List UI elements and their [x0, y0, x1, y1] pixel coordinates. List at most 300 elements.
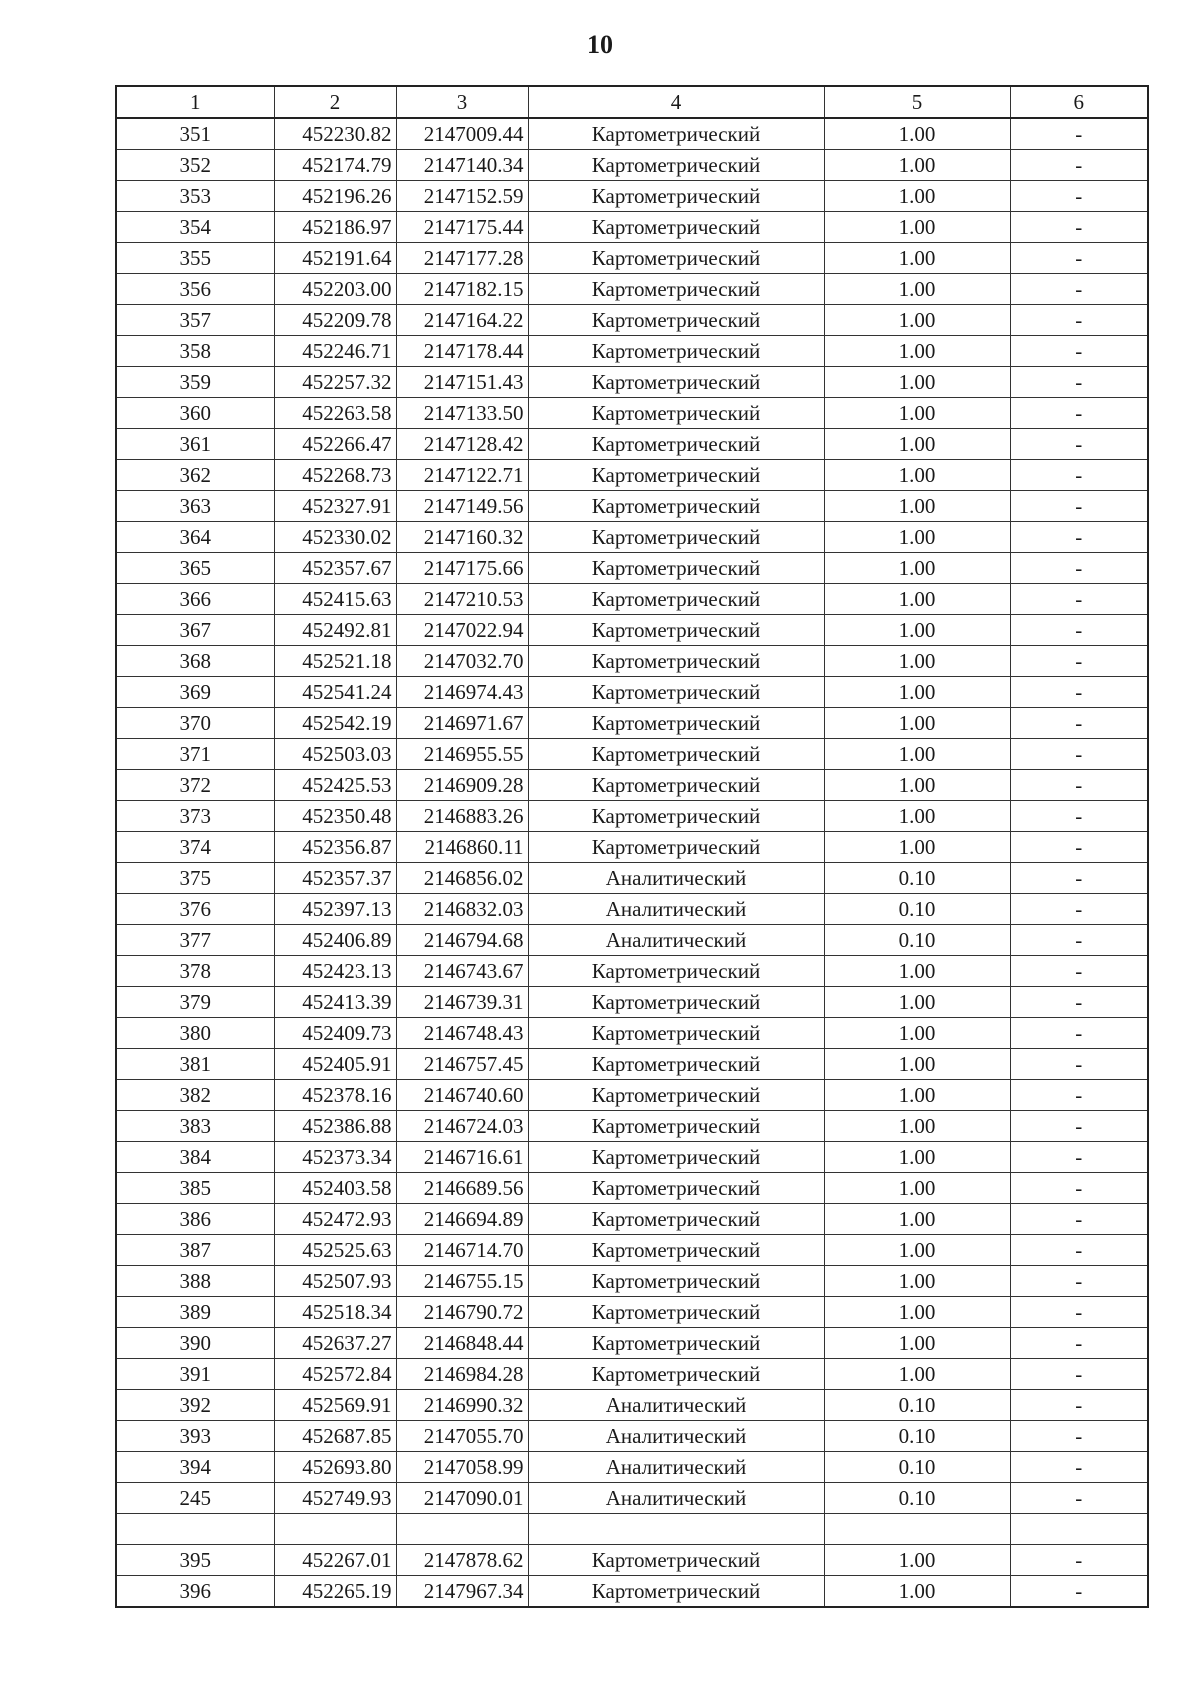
x-coordinate-cell: 452413.39 — [274, 987, 396, 1018]
point-number-cell: 379 — [116, 987, 274, 1018]
y-coordinate-cell: 2147175.66 — [396, 553, 528, 584]
note-cell: - — [1010, 1390, 1148, 1421]
note-cell: - — [1010, 894, 1148, 925]
x-coordinate-cell: 452749.93 — [274, 1483, 396, 1514]
note-cell: - — [1010, 1545, 1148, 1576]
note-cell: - — [1010, 367, 1148, 398]
method-cell: Аналитический — [528, 925, 824, 956]
y-coordinate-cell: 2147032.70 — [396, 646, 528, 677]
accuracy-cell: 1.00 — [824, 1235, 1010, 1266]
accuracy-cell: 1.00 — [824, 150, 1010, 181]
method-cell: Картометрический — [528, 460, 824, 491]
y-coordinate-cell: 2147178.44 — [396, 336, 528, 367]
y-coordinate-cell: 2146832.03 — [396, 894, 528, 925]
y-coordinate-cell: 2146955.55 — [396, 739, 528, 770]
note-cell: - — [1010, 305, 1148, 336]
accuracy-cell: 1.00 — [824, 243, 1010, 274]
column-header-4: 4 — [528, 86, 824, 118]
x-coordinate-cell: 452265.19 — [274, 1576, 396, 1608]
table-row — [116, 429, 1148, 460]
point-number-cell: 378 — [116, 956, 274, 987]
table-row — [116, 956, 1148, 987]
note-cell: - — [1010, 925, 1148, 956]
note-cell: - — [1010, 1421, 1148, 1452]
accuracy-cell: 1.00 — [824, 522, 1010, 553]
note-cell: - — [1010, 708, 1148, 739]
table-row — [116, 584, 1148, 615]
method-cell — [528, 1514, 824, 1545]
x-coordinate-cell: 452386.88 — [274, 1111, 396, 1142]
x-coordinate-cell: 452186.97 — [274, 212, 396, 243]
point-number-cell: 371 — [116, 739, 274, 770]
point-number-cell: 382 — [116, 1080, 274, 1111]
point-number-cell: 381 — [116, 1049, 274, 1080]
coordinates-table — [115, 85, 1149, 1608]
method-cell: Картометрический — [528, 367, 824, 398]
y-coordinate-cell: 2147210.53 — [396, 584, 528, 615]
table-row — [116, 1390, 1148, 1421]
method-cell: Картометрический — [528, 739, 824, 770]
accuracy-cell: 1.00 — [824, 1173, 1010, 1204]
note-cell: - — [1010, 553, 1148, 584]
table-row — [116, 367, 1148, 398]
y-coordinate-cell: 2146740.60 — [396, 1080, 528, 1111]
table-row — [116, 894, 1148, 925]
note-cell: - — [1010, 1142, 1148, 1173]
point-number-cell: 389 — [116, 1297, 274, 1328]
y-coordinate-cell: 2146974.43 — [396, 677, 528, 708]
y-coordinate-cell: 2147140.34 — [396, 150, 528, 181]
accuracy-cell: 1.00 — [824, 956, 1010, 987]
point-number-cell: 374 — [116, 832, 274, 863]
page-number: 10 — [587, 30, 613, 59]
note-cell: - — [1010, 336, 1148, 367]
y-coordinate-cell: 2147055.70 — [396, 1421, 528, 1452]
accuracy-cell: 1.00 — [824, 1328, 1010, 1359]
accuracy-cell: 1.00 — [824, 398, 1010, 429]
method-cell: Картометрический — [528, 615, 824, 646]
table-row — [116, 1421, 1148, 1452]
table-row — [116, 925, 1148, 956]
accuracy-cell: 1.00 — [824, 491, 1010, 522]
note-cell: - — [1010, 863, 1148, 894]
point-number-cell: 353 — [116, 181, 274, 212]
method-cell: Картометрический — [528, 429, 824, 460]
x-coordinate-cell: 452472.93 — [274, 1204, 396, 1235]
method-cell: Аналитический — [528, 894, 824, 925]
note-cell: - — [1010, 1576, 1148, 1608]
x-coordinate-cell: 452518.34 — [274, 1297, 396, 1328]
column-header-1: 1 — [116, 86, 274, 118]
point-number-cell: 368 — [116, 646, 274, 677]
method-cell: Картометрический — [528, 398, 824, 429]
point-number-cell: 356 — [116, 274, 274, 305]
x-coordinate-cell: 452246.71 — [274, 336, 396, 367]
point-number-cell: 352 — [116, 150, 274, 181]
method-cell: Картометрический — [528, 1545, 824, 1576]
method-cell: Картометрический — [528, 1328, 824, 1359]
table-row — [116, 987, 1148, 1018]
y-coordinate-cell: 2147151.43 — [396, 367, 528, 398]
y-coordinate-cell: 2147090.01 — [396, 1483, 528, 1514]
y-coordinate-cell: 2146883.26 — [396, 801, 528, 832]
accuracy-cell: 0.10 — [824, 1483, 1010, 1514]
point-number-cell: 377 — [116, 925, 274, 956]
method-cell: Аналитический — [528, 1483, 824, 1514]
y-coordinate-cell: 2146743.67 — [396, 956, 528, 987]
method-cell: Картометрический — [528, 212, 824, 243]
x-coordinate-cell: 452356.87 — [274, 832, 396, 863]
table-row — [116, 1328, 1148, 1359]
accuracy-cell: 1.00 — [824, 584, 1010, 615]
method-cell: Картометрический — [528, 677, 824, 708]
table-row — [116, 1235, 1148, 1266]
accuracy-cell: 1.00 — [824, 367, 1010, 398]
method-cell: Картометрический — [528, 150, 824, 181]
x-coordinate-cell: 452373.34 — [274, 1142, 396, 1173]
table-row — [116, 863, 1148, 894]
y-coordinate-cell: 2147967.34 — [396, 1576, 528, 1608]
x-coordinate-cell: 452572.84 — [274, 1359, 396, 1390]
x-coordinate-cell: 452687.85 — [274, 1421, 396, 1452]
method-cell: Картометрический — [528, 584, 824, 615]
method-cell: Картометрический — [528, 956, 824, 987]
accuracy-cell: 0.10 — [824, 1452, 1010, 1483]
y-coordinate-cell: 2146755.15 — [396, 1266, 528, 1297]
note-cell: - — [1010, 584, 1148, 615]
y-coordinate-cell: 2147133.50 — [396, 398, 528, 429]
method-cell: Картометрический — [528, 1018, 824, 1049]
x-coordinate-cell: 452357.37 — [274, 863, 396, 894]
x-coordinate-cell: 452174.79 — [274, 150, 396, 181]
note-cell: - — [1010, 770, 1148, 801]
x-coordinate-cell: 452357.67 — [274, 553, 396, 584]
accuracy-cell: 1.00 — [824, 1080, 1010, 1111]
table-row — [116, 801, 1148, 832]
point-number-cell: 361 — [116, 429, 274, 460]
y-coordinate-cell: 2146856.02 — [396, 863, 528, 894]
note-cell: - — [1010, 212, 1148, 243]
point-number-cell: 360 — [116, 398, 274, 429]
table-row — [116, 1049, 1148, 1080]
y-coordinate-cell: 2146990.32 — [396, 1390, 528, 1421]
point-number-cell: 357 — [116, 305, 274, 336]
table-row — [116, 1297, 1148, 1328]
method-cell: Картометрический — [528, 646, 824, 677]
y-coordinate-cell: 2147182.15 — [396, 274, 528, 305]
accuracy-cell: 1.00 — [824, 429, 1010, 460]
note-cell: - — [1010, 1359, 1148, 1390]
point-number-cell: 363 — [116, 491, 274, 522]
accuracy-cell: 1.00 — [824, 1297, 1010, 1328]
y-coordinate-cell: 2146694.89 — [396, 1204, 528, 1235]
method-cell: Картометрический — [528, 1049, 824, 1080]
table-row — [116, 1514, 1148, 1545]
accuracy-cell: 1.00 — [824, 801, 1010, 832]
note-cell: - — [1010, 1204, 1148, 1235]
x-coordinate-cell: 452503.03 — [274, 739, 396, 770]
y-coordinate-cell: 2146716.61 — [396, 1142, 528, 1173]
point-number-cell: 355 — [116, 243, 274, 274]
table-row — [116, 1452, 1148, 1483]
accuracy-cell: 0.10 — [824, 863, 1010, 894]
x-coordinate-cell: 452327.91 — [274, 491, 396, 522]
note-cell: - — [1010, 1173, 1148, 1204]
method-cell: Картометрический — [528, 118, 824, 150]
table-row — [116, 212, 1148, 243]
note-cell: - — [1010, 491, 1148, 522]
point-number-cell: 351 — [116, 118, 274, 150]
table-row — [116, 1359, 1148, 1390]
point-number-cell: 380 — [116, 1018, 274, 1049]
x-coordinate-cell: 452409.73 — [274, 1018, 396, 1049]
table-row — [116, 1173, 1148, 1204]
point-number-cell: 393 — [116, 1421, 274, 1452]
table-row — [116, 460, 1148, 491]
point-number-cell: 358 — [116, 336, 274, 367]
table-row — [116, 118, 1148, 150]
note-cell: - — [1010, 181, 1148, 212]
note-cell: - — [1010, 150, 1148, 181]
note-cell: - — [1010, 677, 1148, 708]
x-coordinate-cell: 452415.63 — [274, 584, 396, 615]
table-row — [116, 1204, 1148, 1235]
note-cell: - — [1010, 832, 1148, 863]
point-number-cell: 365 — [116, 553, 274, 584]
method-cell: Картометрический — [528, 1142, 824, 1173]
note-cell: - — [1010, 274, 1148, 305]
method-cell: Картометрический — [528, 1266, 824, 1297]
note-cell: - — [1010, 1080, 1148, 1111]
y-coordinate-cell: 2146971.67 — [396, 708, 528, 739]
x-coordinate-cell: 452425.53 — [274, 770, 396, 801]
x-coordinate-cell: 452263.58 — [274, 398, 396, 429]
y-coordinate-cell: 2146860.11 — [396, 832, 528, 863]
table-row — [116, 1111, 1148, 1142]
method-cell: Картометрический — [528, 1080, 824, 1111]
y-coordinate-cell: 2146739.31 — [396, 987, 528, 1018]
x-coordinate-cell: 452569.91 — [274, 1390, 396, 1421]
x-coordinate-cell: 452521.18 — [274, 646, 396, 677]
method-cell: Картометрический — [528, 336, 824, 367]
table-body — [116, 118, 1148, 1607]
accuracy-cell: 1.00 — [824, 1111, 1010, 1142]
y-coordinate-cell: 2146909.28 — [396, 770, 528, 801]
accuracy-cell: 1.00 — [824, 646, 1010, 677]
method-cell: Картометрический — [528, 1576, 824, 1608]
point-number-cell: 390 — [116, 1328, 274, 1359]
y-coordinate-cell: 2147878.62 — [396, 1545, 528, 1576]
note-cell: - — [1010, 646, 1148, 677]
note-cell: - — [1010, 1235, 1148, 1266]
table-row — [116, 491, 1148, 522]
x-coordinate-cell: 452230.82 — [274, 118, 396, 150]
method-cell: Аналитический — [528, 1421, 824, 1452]
x-coordinate-cell: 452209.78 — [274, 305, 396, 336]
method-cell: Картометрический — [528, 1173, 824, 1204]
point-number-cell: 396 — [116, 1576, 274, 1608]
table-row — [116, 305, 1148, 336]
x-coordinate-cell: 452266.47 — [274, 429, 396, 460]
y-coordinate-cell: 2147122.71 — [396, 460, 528, 491]
column-header-2: 2 — [274, 86, 396, 118]
note-cell: - — [1010, 243, 1148, 274]
accuracy-cell: 1.00 — [824, 1359, 1010, 1390]
method-cell: Картометрический — [528, 708, 824, 739]
x-coordinate-cell: 452507.93 — [274, 1266, 396, 1297]
table-row — [116, 181, 1148, 212]
method-cell: Аналитический — [528, 1452, 824, 1483]
x-coordinate-cell: 452330.02 — [274, 522, 396, 553]
note-cell: - — [1010, 398, 1148, 429]
note-cell: - — [1010, 1452, 1148, 1483]
column-header-6: 6 — [1010, 86, 1148, 118]
y-coordinate-cell: 2146714.70 — [396, 1235, 528, 1266]
x-coordinate-cell: 452542.19 — [274, 708, 396, 739]
note-cell: - — [1010, 460, 1148, 491]
point-number-cell: 386 — [116, 1204, 274, 1235]
note-cell: - — [1010, 987, 1148, 1018]
y-coordinate-cell: 2147152.59 — [396, 181, 528, 212]
x-coordinate-cell: 452196.26 — [274, 181, 396, 212]
point-number-cell: 391 — [116, 1359, 274, 1390]
accuracy-cell — [824, 1514, 1010, 1545]
table-row — [116, 1080, 1148, 1111]
column-header-5: 5 — [824, 86, 1010, 118]
accuracy-cell: 1.00 — [824, 460, 1010, 491]
accuracy-cell: 0.10 — [824, 1390, 1010, 1421]
point-number-cell: 388 — [116, 1266, 274, 1297]
x-coordinate-cell: 452378.16 — [274, 1080, 396, 1111]
point-number-cell: 369 — [116, 677, 274, 708]
table-row — [116, 150, 1148, 181]
y-coordinate-cell: 2146790.72 — [396, 1297, 528, 1328]
method-cell: Картометрический — [528, 832, 824, 863]
note-cell: - — [1010, 1018, 1148, 1049]
accuracy-cell: 1.00 — [824, 770, 1010, 801]
table-row — [116, 615, 1148, 646]
point-number-cell: 245 — [116, 1483, 274, 1514]
y-coordinate-cell: 2146757.45 — [396, 1049, 528, 1080]
accuracy-cell: 1.00 — [824, 118, 1010, 150]
table-row — [116, 739, 1148, 770]
point-number-cell: 385 — [116, 1173, 274, 1204]
point-number-cell: 359 — [116, 367, 274, 398]
table-row — [116, 1018, 1148, 1049]
point-number-cell: 375 — [116, 863, 274, 894]
note-cell: - — [1010, 1266, 1148, 1297]
note-cell: - — [1010, 739, 1148, 770]
y-coordinate-cell: 2147175.44 — [396, 212, 528, 243]
x-coordinate-cell: 452397.13 — [274, 894, 396, 925]
y-coordinate-cell: 2146794.68 — [396, 925, 528, 956]
method-cell: Картометрический — [528, 1359, 824, 1390]
point-number-cell — [116, 1514, 274, 1545]
note-cell: - — [1010, 1049, 1148, 1080]
y-coordinate-cell: 2147149.56 — [396, 491, 528, 522]
accuracy-cell: 1.00 — [824, 212, 1010, 243]
method-cell: Картометрический — [528, 1204, 824, 1235]
x-coordinate-cell: 452406.89 — [274, 925, 396, 956]
point-number-cell: 383 — [116, 1111, 274, 1142]
y-coordinate-cell: 2146724.03 — [396, 1111, 528, 1142]
table-row — [116, 646, 1148, 677]
x-coordinate-cell: 452267.01 — [274, 1545, 396, 1576]
y-coordinate-cell: 2147164.22 — [396, 305, 528, 336]
accuracy-cell: 1.00 — [824, 1049, 1010, 1080]
accuracy-cell: 1.00 — [824, 274, 1010, 305]
accuracy-cell: 0.10 — [824, 1421, 1010, 1452]
table-row — [116, 243, 1148, 274]
y-coordinate-cell: 2147058.99 — [396, 1452, 528, 1483]
table-row — [116, 1483, 1148, 1514]
column-header-3: 3 — [396, 86, 528, 118]
accuracy-cell: 0.10 — [824, 894, 1010, 925]
accuracy-cell: 1.00 — [824, 677, 1010, 708]
accuracy-cell: 1.00 — [824, 1576, 1010, 1608]
y-coordinate-cell: 2147160.32 — [396, 522, 528, 553]
method-cell: Аналитический — [528, 863, 824, 894]
table-row — [116, 1142, 1148, 1173]
x-coordinate-cell: 452693.80 — [274, 1452, 396, 1483]
note-cell: - — [1010, 615, 1148, 646]
x-coordinate-cell: 452423.13 — [274, 956, 396, 987]
point-number-cell: 372 — [116, 770, 274, 801]
accuracy-cell: 1.00 — [824, 1545, 1010, 1576]
method-cell: Картометрический — [528, 181, 824, 212]
method-cell: Картометрический — [528, 801, 824, 832]
point-number-cell: 384 — [116, 1142, 274, 1173]
accuracy-cell: 1.00 — [824, 739, 1010, 770]
point-number-cell: 392 — [116, 1390, 274, 1421]
accuracy-cell: 1.00 — [824, 1018, 1010, 1049]
table-row — [116, 1545, 1148, 1576]
method-cell: Картометрический — [528, 274, 824, 305]
y-coordinate-cell: 2147128.42 — [396, 429, 528, 460]
y-coordinate-cell: 2147009.44 — [396, 118, 528, 150]
method-cell: Картометрический — [528, 305, 824, 336]
y-coordinate-cell: 2146689.56 — [396, 1173, 528, 1204]
y-coordinate-cell: 2146748.43 — [396, 1018, 528, 1049]
table-row — [116, 398, 1148, 429]
note-cell — [1010, 1514, 1148, 1545]
table-header-row — [116, 86, 1148, 118]
method-cell: Картометрический — [528, 1297, 824, 1328]
note-cell: - — [1010, 1111, 1148, 1142]
table-row — [116, 553, 1148, 584]
method-cell: Картометрический — [528, 770, 824, 801]
point-number-cell: 364 — [116, 522, 274, 553]
y-coordinate-cell: 2146984.28 — [396, 1359, 528, 1390]
accuracy-cell: 1.00 — [824, 181, 1010, 212]
accuracy-cell: 1.00 — [824, 1142, 1010, 1173]
table-row — [116, 1576, 1148, 1608]
method-cell: Картометрический — [528, 1111, 824, 1142]
point-number-cell: 367 — [116, 615, 274, 646]
accuracy-cell: 1.00 — [824, 987, 1010, 1018]
x-coordinate-cell: 452525.63 — [274, 1235, 396, 1266]
note-cell: - — [1010, 801, 1148, 832]
point-number-cell: 387 — [116, 1235, 274, 1266]
method-cell: Картометрический — [528, 243, 824, 274]
note-cell: - — [1010, 522, 1148, 553]
note-cell: - — [1010, 118, 1148, 150]
accuracy-cell: 1.00 — [824, 553, 1010, 584]
table-row — [116, 770, 1148, 801]
table-row — [116, 522, 1148, 553]
note-cell: - — [1010, 1297, 1148, 1328]
x-coordinate-cell: 452405.91 — [274, 1049, 396, 1080]
